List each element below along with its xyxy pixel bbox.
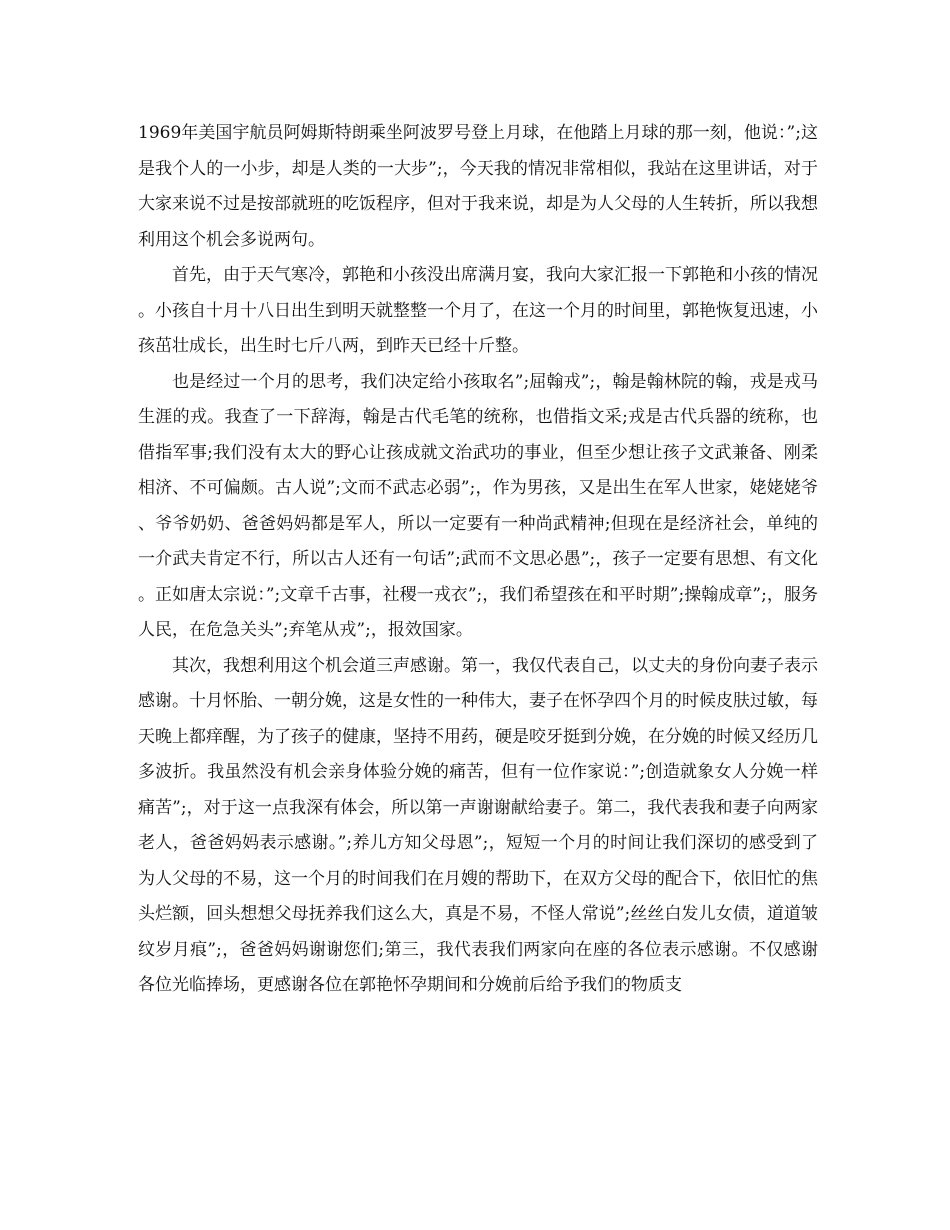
paragraph-2-mother-baby-status: 首先，由于天气寒冷，郭艳和小孩没出席满月宴，我向大家汇报一下郭艳和小孩的情况。小孩自十月十八日出生到明天就整整一个月了，在这一个月的时间里，郭艳恢复迅速，小孩茁壮成长，出生时七斤八两，到昨天已经十斤整。 [138,265,818,356]
paragraph-4-three-thanks: 其次，我想利用这个机会道三声感谢。第一，我仅代表自己，以丈夫的身份向妻子表示感谢。十月怀胎、一朝分娩，这是女性的一种伟大，妻子在怀孕四个月的时候皮肤过敏，每天晚上都痒醒，为了孩子的健康，坚持不用药，硬是咬牙挺到分娩，在分娩的时候又经历几多波折。我虽然没有机会亲身体验分娩的痛苦，但有一位作家说：”;创造就象女人分娩一样痛苦”;，对于这一点我深有体会，所以第一声谢谢献给妻子。第二，我代表我和妻子向两家老人，爸爸妈妈表示感谢。”;养儿方知父母恩”;，短短一个月的时间让我们深切的感受到了为人父母的不易，这一个月的时间我们在月嫂的帮助下，在双方父母的配合下，依旧忙的焦头烂额，回头想想父母抚养我们这么大，真是不易，不怪人常说”;丝丝白发儿女债，道道皱纹岁月痕”;，爸爸妈妈谢谢您们;第三，我代表我们两家向在座的各位表示感谢。不仅感谢各位光临捧场，更感谢各位在郭艳怀孕期间和分娩前后给予我们的物质支 [138,655,818,995]
document-body [138,116,818,1004]
paragraph-1-moon-landing-intro: 1969年美国宇航员阿姆斯特朗乘坐阿波罗号登上月球，在他踏上月球的那一刻，他说：”;这是我个人的一小步，却是人类的一大步”;，今天我的情况非常相似，我站在这里讲话，对于大家来说不过是按部就班的吃饭程序，但对于我来说，却是为人父母的人生转折，所以我想利用这个机会多说两句。 [138,123,818,250]
paragraph-3-naming-explanation: 也是经过一个月的思考，我们决定给小孩取名”;屈翰戎”;，翰是翰林院的翰，戎是戎马生涯的戎。我查了一下辞海，翰是古代毛笔的统称，也借指文采;戎是古代兵器的统称，也借指军事;我们没有太大的野心让孩成就文治武功的事业，但至少想让孩子文武兼备、刚柔相济、不可偏颇。古人说”;文而不武志必弱”;，作为男孩，又是出生在军人世家，姥姥姥爷、爷爷奶奶、爸爸妈妈都是军人，所以一定要有一种尚武精神;但现在是经济社会，单纯的一介武夫肯定不行，所以古人还有一句话”;武而不文思必愚”;，孩子一定要有思想、有文化。正如唐太宗说：”;文章千古事，社稷一戎衣”;，我们希望孩在和平时期”;操翰成章”;，服务人民，在危急关头”;弃笔从戎”;，报效国家。 [138,371,818,640]
